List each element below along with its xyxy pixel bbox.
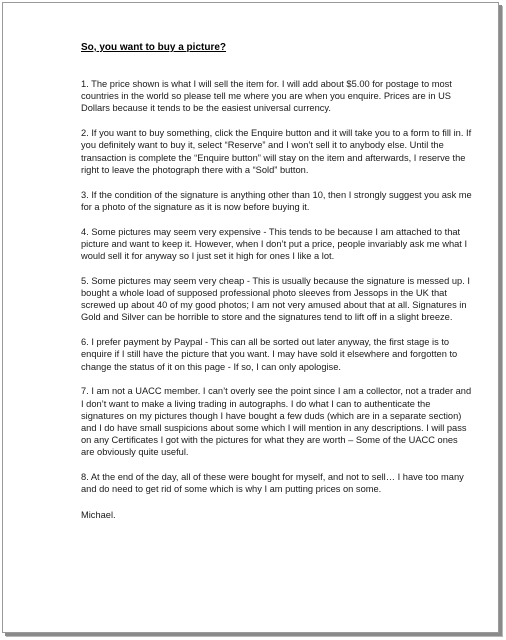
document-title: So, you want to buy a picture? [81,42,227,53]
paragraph-payment: 6. I prefer payment by Paypal - This can all be sorted out later anyway, the first stage is to enquire if I still have the picture that you want. I may have sold it elsewhere and forgotten to change the status of it on this page - If so, I can only apologise. [81,337,458,372]
signature: Michael. [81,509,116,520]
paragraph-cheap: 5. Some pictures may seem very cheap - This is usually because the signature is messed up. I bought a whole load of supposed professional photo sleeves from Jessops in the UK that screwed up about 40 of my good photos; I am not very amused about that at all. Signatures in Gold and Silver can be horrible to store and the signatures tend to lift off in a slight breeze. [81,275,470,323]
document-page [2,2,499,633]
paragraph-uacc: 7. I am not a UACC member. I can’t overly see the point since I am a collector, not a trader and I don’t want to make a living trading in autographs. I do what I can to authenticate the signatures on my pictures though I have bought a few duds (which are in a separate section) and I do have small suspicions about some which I will mention in any descriptions. I will pass on any Certificates I got with the pictures for what they are worth – Some of the UACC ones are obviously quite useful. [81,386,472,458]
document-content [81,42,473,533]
paragraph-enquire: 2. If you want to buy something, click the Enquire button and it will take you to a form to fill in. If you definitely want to buy it, select “Reserve” and I won’t sell it to anybody else. Until the transaction is complete the “Enquire button” will stay on the item and afterwards, I reserve the right to leave the photograph there with a “Sold” button. [81,128,472,175]
paragraph-condition: 3. If the condition of the signature is anything other than 10, then I strongly suggest you ask me for a photo of the signature as it is now before buying it. [81,189,472,212]
paragraph-price: 1. The price shown is what I will sell the item for. I will add about $5.00 for postage to most countries in the world so please tell me where you are when you enquire. Prices are in US Dollars because it tends to be the easiest universal currency. [81,79,452,114]
paragraph-end: 8. At the end of the day, all of these were bought for myself, and not to sell… I have too many and do need to get rid of some which is why I am putting prices on some. [81,472,464,495]
paragraph-expensive: 4. Some pictures may seem very expensive - This tends to be because I am attached to that picture and want to keep it. However, when I don’t put a price, people invariably ask me what I would sell it for anyway so I just set it high for ones I like a lot. [81,226,468,262]
